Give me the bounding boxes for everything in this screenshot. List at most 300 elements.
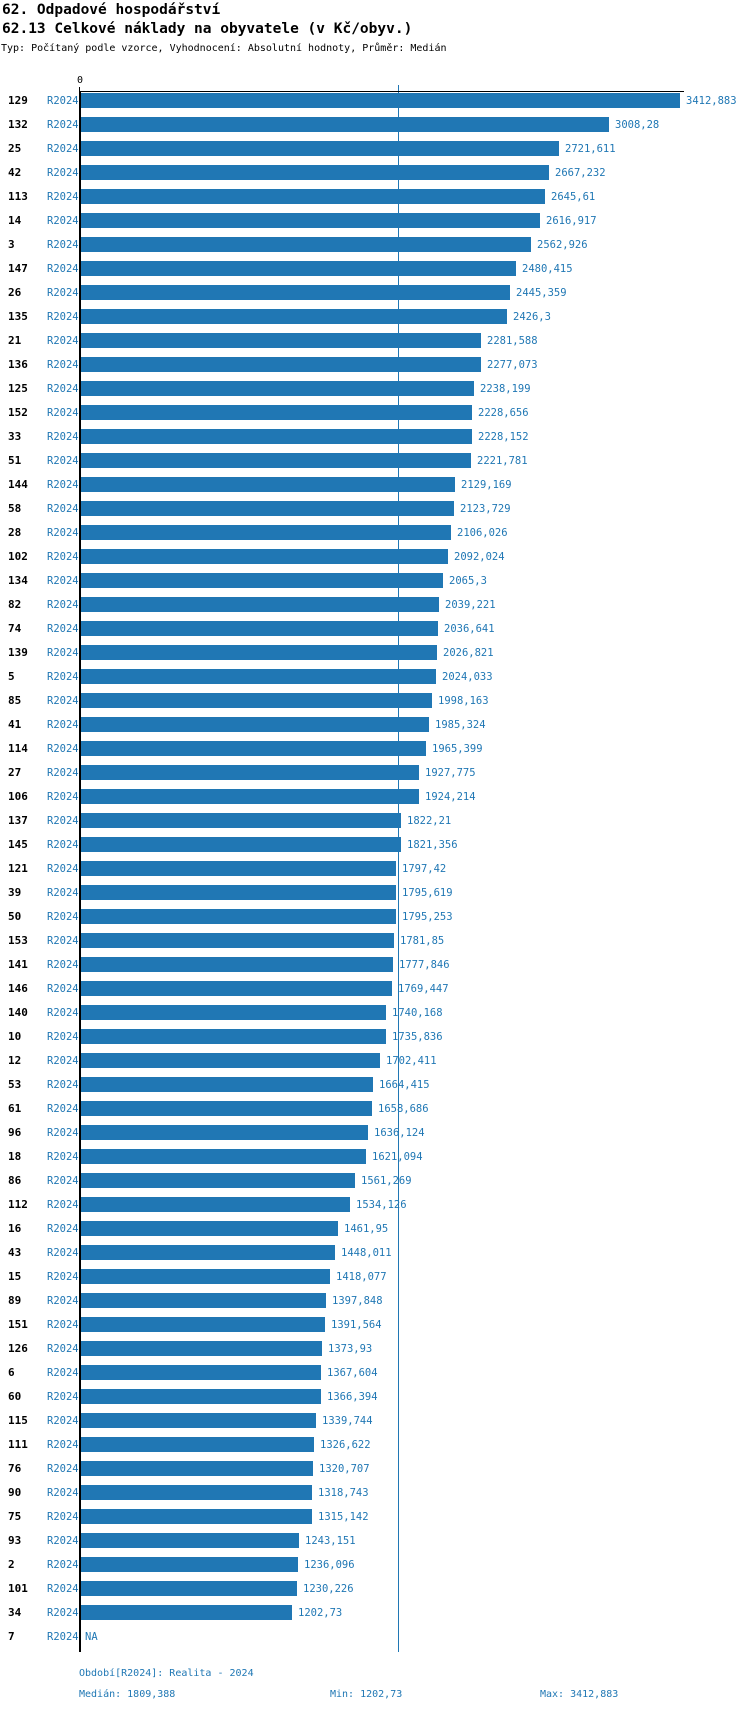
bar[interactable]	[81, 693, 432, 708]
row-series-label[interactable]: R2024	[47, 287, 79, 299]
row-series-label[interactable]: R2024	[47, 455, 79, 467]
bar-value-label: 1822,21	[407, 815, 452, 827]
footer-period-label: Období[R2024]: Realita - 2024	[79, 1668, 254, 1679]
bar[interactable]	[81, 669, 436, 684]
row-id-label: 134	[8, 574, 28, 587]
bar-row	[0, 213, 750, 237]
bar-value-label: 2238,199	[480, 383, 531, 395]
row-series-label[interactable]: R2024	[47, 1367, 79, 1379]
bar-value-label: 2026,821	[443, 647, 494, 659]
row-series-label[interactable]: R2024	[47, 311, 79, 323]
bar-row	[0, 261, 750, 285]
row-series-label[interactable]: R2024	[47, 239, 79, 251]
row-id-label: 74	[8, 622, 22, 635]
row-series-label[interactable]: R2024	[47, 407, 79, 419]
bar[interactable]	[81, 381, 474, 396]
row-series-label[interactable]: R2024	[47, 1511, 79, 1523]
bar-row	[0, 1437, 750, 1461]
bar[interactable]	[81, 1293, 326, 1308]
bar[interactable]	[81, 453, 471, 468]
bar-row	[0, 357, 750, 381]
row-series-label[interactable]: R2024	[47, 863, 79, 875]
bar-row	[0, 405, 750, 429]
bar[interactable]	[81, 597, 439, 612]
bar[interactable]	[81, 165, 549, 180]
chart-title: 62.13 Celkové náklady na obyvatele (v Kč/obyv.)	[2, 21, 413, 37]
row-series-label[interactable]: R2024	[47, 143, 79, 155]
row-series-label[interactable]: R2024	[47, 815, 79, 827]
bar-value-label: 1781,85	[400, 935, 445, 947]
bar[interactable]	[81, 1245, 335, 1260]
bar-value-label: 1795,253	[402, 911, 453, 923]
bar-value-label: 2277,073	[487, 359, 538, 371]
row-series-label[interactable]: R2024	[47, 1151, 79, 1163]
row-id-label: 25	[8, 142, 22, 155]
row-series-label[interactable]: R2024	[47, 1343, 79, 1355]
row-id-label: 151	[8, 1318, 28, 1331]
row-id-label: 61	[8, 1102, 22, 1115]
bar-row	[0, 885, 750, 909]
bar[interactable]	[81, 1221, 338, 1236]
bar-row	[0, 285, 750, 309]
bar[interactable]	[81, 237, 531, 252]
bar[interactable]	[81, 1029, 386, 1044]
row-id-label: 41	[8, 718, 22, 731]
row-series-label[interactable]: R2024	[47, 215, 79, 227]
bar[interactable]	[81, 1317, 325, 1332]
bar-rows-container	[0, 93, 750, 1653]
bar-row	[0, 501, 750, 525]
bar-row	[0, 333, 750, 357]
bar-value-label: 2721,611	[565, 143, 616, 155]
bar-row	[0, 237, 750, 261]
row-id-label: 125	[8, 382, 28, 395]
row-series-label[interactable]: R2024	[47, 1463, 79, 1475]
bar[interactable]	[81, 909, 396, 924]
bar-value-label: 1448,011	[341, 1247, 392, 1259]
row-series-label[interactable]: R2024	[47, 1439, 79, 1451]
bar-row	[0, 1629, 750, 1653]
bar-row	[0, 669, 750, 693]
row-id-label: 132	[8, 118, 28, 131]
row-id-label: 90	[8, 1486, 22, 1499]
row-series-label[interactable]: R2024	[47, 95, 79, 107]
row-id-label: 141	[8, 958, 28, 971]
row-id-label: 129	[8, 94, 28, 107]
bar[interactable]	[81, 1485, 312, 1500]
row-series-label[interactable]: R2024	[47, 959, 79, 971]
bar-value-label: 1561,269	[361, 1175, 412, 1187]
row-series-label[interactable]: R2024	[47, 1415, 79, 1427]
bar[interactable]	[81, 309, 507, 324]
row-series-label[interactable]: R2024	[47, 1079, 79, 1091]
bar-value-label: 1985,324	[435, 719, 486, 731]
bar-row	[0, 1533, 750, 1557]
row-id-label: 2	[8, 1558, 15, 1571]
row-id-label: 121	[8, 862, 28, 875]
bar-value-label: 1397,848	[332, 1295, 383, 1307]
row-id-label: 82	[8, 598, 22, 611]
row-series-label[interactable]: R2024	[47, 335, 79, 347]
row-id-label: 28	[8, 526, 22, 539]
row-series-label[interactable]: R2024	[47, 647, 79, 659]
row-id-label: 76	[8, 1462, 22, 1475]
row-series-label[interactable]: R2024	[47, 1391, 79, 1403]
row-id-label: 137	[8, 814, 28, 827]
bar[interactable]	[81, 1365, 321, 1380]
bar[interactable]	[81, 957, 393, 972]
row-id-label: 26	[8, 286, 22, 299]
bar[interactable]	[81, 1389, 321, 1404]
y-axis-line	[79, 91, 81, 1652]
row-id-label: 126	[8, 1342, 28, 1355]
bar-value-label: 1998,163	[438, 695, 489, 707]
bar[interactable]	[81, 525, 451, 540]
bar-row	[0, 1005, 750, 1029]
row-series-label[interactable]: R2024	[47, 119, 79, 131]
row-id-label: 139	[8, 646, 28, 659]
row-series-label[interactable]: R2024	[47, 767, 79, 779]
bar-value-label: 1769,447	[398, 983, 449, 995]
bar-value-label: 1418,077	[336, 1271, 387, 1283]
row-id-label: 42	[8, 166, 22, 179]
bar[interactable]	[81, 1269, 330, 1284]
bar[interactable]	[81, 1149, 366, 1164]
bar-row	[0, 741, 750, 765]
bar-value-label: 2445,359	[516, 287, 567, 299]
bar[interactable]	[81, 1605, 292, 1620]
bar[interactable]	[81, 1125, 368, 1140]
bar-value-label: 1735,836	[392, 1031, 443, 1043]
footer-max-label: Max: 3412,883	[540, 1689, 619, 1700]
bar[interactable]	[81, 645, 437, 660]
row-series-label[interactable]: R2024	[47, 1607, 79, 1619]
bar-row	[0, 861, 750, 885]
row-series-label[interactable]: R2024	[47, 695, 79, 707]
row-series-label[interactable]: R2024	[47, 551, 79, 563]
bar-row	[0, 429, 750, 453]
bar-row	[0, 1269, 750, 1293]
row-id-label: 113	[8, 190, 28, 203]
bar-row	[0, 1053, 750, 1077]
row-id-label: 147	[8, 262, 28, 275]
bar-row	[0, 621, 750, 645]
bar-value-label: 1320,707	[319, 1463, 370, 1475]
bar-value-label: 1795,619	[402, 887, 453, 899]
row-id-label: 135	[8, 310, 28, 323]
bar-value-label: 2065,3	[449, 575, 487, 587]
bar-row	[0, 765, 750, 789]
row-series-label[interactable]: R2024	[47, 887, 79, 899]
row-series-label[interactable]: R2024	[47, 1487, 79, 1499]
bar[interactable]	[81, 117, 609, 132]
row-series-label[interactable]: R2024	[47, 263, 79, 275]
bar[interactable]	[81, 501, 454, 516]
bar-value-label: 1373,93	[328, 1343, 373, 1355]
bar-row	[0, 1557, 750, 1581]
bar-row	[0, 957, 750, 981]
bar-row	[0, 381, 750, 405]
bar[interactable]	[81, 1533, 299, 1548]
bar[interactable]	[81, 261, 516, 276]
bar-row	[0, 1173, 750, 1197]
bar-value-label: 1326,622	[320, 1439, 371, 1451]
bar-row	[0, 1317, 750, 1341]
bar-row	[0, 693, 750, 717]
bar-row	[0, 1197, 750, 1221]
bar-value-label: 1621,094	[372, 1151, 423, 1163]
row-series-label[interactable]: R2024	[47, 503, 79, 515]
bar-value-label: 2036,641	[444, 623, 495, 635]
bar-value-label: 2123,729	[460, 503, 511, 515]
bar-row	[0, 1029, 750, 1053]
bar-value-label: 1702,411	[386, 1055, 437, 1067]
bar-row	[0, 573, 750, 597]
bar[interactable]	[81, 1173, 355, 1188]
bar[interactable]	[81, 93, 680, 108]
row-id-label: 5	[8, 670, 15, 683]
bar-value-label: 1391,564	[331, 1319, 382, 1331]
median-axis-tick	[398, 85, 399, 91]
bar-value-label: 1740,168	[392, 1007, 443, 1019]
bar-row	[0, 93, 750, 117]
row-series-label[interactable]: R2024	[47, 359, 79, 371]
bar-value-label: 1318,743	[318, 1487, 369, 1499]
bar-value-label: 1664,415	[379, 1079, 430, 1091]
bar-row	[0, 813, 750, 837]
row-series-label[interactable]: R2024	[47, 1295, 79, 1307]
bar-row	[0, 1389, 750, 1413]
bar-row	[0, 789, 750, 813]
row-id-label: 86	[8, 1174, 22, 1187]
bar[interactable]	[81, 477, 455, 492]
x-axis-line	[79, 91, 684, 92]
bar-row	[0, 837, 750, 861]
bar-row	[0, 309, 750, 333]
bar-row	[0, 141, 750, 165]
bar-row	[0, 1245, 750, 1269]
row-id-label: 21	[8, 334, 22, 347]
bar-row	[0, 1461, 750, 1485]
row-series-label[interactable]: R2024	[47, 791, 79, 803]
bar-row	[0, 933, 750, 957]
bar-row	[0, 477, 750, 501]
row-series-label[interactable]: R2024	[47, 1559, 79, 1571]
row-series-label[interactable]: R2024	[47, 983, 79, 995]
row-id-label: 146	[8, 982, 28, 995]
row-series-label[interactable]: R2024	[47, 839, 79, 851]
bar-row	[0, 597, 750, 621]
bar-row	[0, 1581, 750, 1605]
row-id-label: 96	[8, 1126, 22, 1139]
row-series-label[interactable]: R2024	[47, 1247, 79, 1259]
bar[interactable]	[81, 933, 394, 948]
bar[interactable]	[81, 141, 559, 156]
bar[interactable]	[81, 813, 401, 828]
row-id-label: 34	[8, 1606, 22, 1619]
bar[interactable]	[81, 213, 540, 228]
row-id-label: 60	[8, 1390, 22, 1403]
bar-value-label: 1367,604	[327, 1367, 378, 1379]
row-id-label: 111	[8, 1438, 28, 1451]
row-series-label[interactable]: R2024	[47, 1631, 79, 1643]
bar-row	[0, 1365, 750, 1389]
chart-section-title: 62. Odpadové hospodářství	[2, 2, 221, 18]
row-id-label: 75	[8, 1510, 22, 1523]
row-id-label: 153	[8, 934, 28, 947]
bar-row	[0, 117, 750, 141]
bar[interactable]	[81, 885, 396, 900]
bar-row	[0, 165, 750, 189]
row-id-label: 10	[8, 1030, 22, 1043]
bar[interactable]	[81, 357, 481, 372]
row-series-label[interactable]: R2024	[47, 383, 79, 395]
row-series-label[interactable]: R2024	[47, 719, 79, 731]
bar[interactable]	[81, 333, 481, 348]
row-series-label[interactable]: R2024	[47, 743, 79, 755]
bar[interactable]	[81, 717, 429, 732]
row-id-label: 39	[8, 886, 22, 899]
bar[interactable]	[81, 549, 448, 564]
bar-value-label: 1636,124	[374, 1127, 425, 1139]
row-series-label[interactable]: R2024	[47, 1175, 79, 1187]
row-id-label: 58	[8, 502, 22, 515]
bar[interactable]	[81, 981, 392, 996]
bar[interactable]	[81, 1437, 314, 1452]
bar[interactable]	[81, 1557, 298, 1572]
row-id-label: 33	[8, 430, 22, 443]
bar-value-label: 2129,169	[461, 479, 512, 491]
row-series-label[interactable]: R2024	[47, 623, 79, 635]
bar[interactable]	[81, 621, 438, 636]
row-series-label[interactable]: R2024	[47, 167, 79, 179]
bar-value-label: 3008,28	[615, 119, 660, 131]
row-id-label: 89	[8, 1294, 22, 1307]
row-series-label[interactable]: R2024	[47, 1583, 79, 1595]
row-series-label[interactable]: R2024	[47, 671, 79, 683]
row-series-label[interactable]: R2024	[47, 935, 79, 947]
row-series-label[interactable]: R2024	[47, 191, 79, 203]
bar[interactable]	[81, 741, 426, 756]
bar[interactable]	[81, 1101, 372, 1116]
row-series-label[interactable]: R2024	[47, 1031, 79, 1043]
bar-row	[0, 1293, 750, 1317]
bar-value-label: 1797,42	[402, 863, 447, 875]
bar[interactable]	[81, 1077, 373, 1092]
row-id-label: 7	[8, 1630, 15, 1643]
bar-row	[0, 189, 750, 213]
row-id-label: 140	[8, 1006, 28, 1019]
bar-value-label: 1658,686	[378, 1103, 429, 1115]
bar[interactable]	[81, 1509, 312, 1524]
bar-row	[0, 453, 750, 477]
bar[interactable]	[81, 405, 472, 420]
bar-value-label: 2039,221	[445, 599, 496, 611]
bar[interactable]	[81, 429, 472, 444]
bar-value-label: 2616,917	[546, 215, 597, 227]
bar-value-label: 1965,399	[432, 743, 483, 755]
bar[interactable]	[81, 789, 419, 804]
row-series-label[interactable]: R2024	[47, 1319, 79, 1331]
bar[interactable]	[81, 1461, 313, 1476]
row-series-label[interactable]: R2024	[47, 1535, 79, 1547]
bar-value-label: 1315,142	[318, 1511, 369, 1523]
bar-row	[0, 1605, 750, 1629]
bar-value-label: 2645,61	[551, 191, 596, 203]
bar-value-label: 1230,226	[303, 1583, 354, 1595]
row-id-label: 15	[8, 1270, 22, 1283]
row-series-label[interactable]: R2024	[47, 1007, 79, 1019]
bar-row	[0, 1509, 750, 1533]
row-series-label[interactable]: R2024	[47, 1199, 79, 1211]
row-series-label[interactable]: R2024	[47, 1103, 79, 1115]
bar[interactable]	[81, 765, 419, 780]
row-series-label[interactable]: R2024	[47, 911, 79, 923]
bar-value-label: 1821,356	[407, 839, 458, 851]
bar-value-label: 2024,033	[442, 671, 493, 683]
row-id-label: 106	[8, 790, 28, 803]
row-id-label: 53	[8, 1078, 22, 1091]
row-series-label[interactable]: R2024	[47, 599, 79, 611]
bar[interactable]	[81, 285, 510, 300]
bar[interactable]	[81, 1341, 322, 1356]
row-series-label[interactable]: R2024	[47, 575, 79, 587]
bar-row	[0, 717, 750, 741]
bar[interactable]	[81, 1053, 380, 1068]
row-id-label: 50	[8, 910, 22, 923]
row-id-label: 43	[8, 1246, 22, 1259]
bar-row	[0, 1077, 750, 1101]
footer-min-label: Min: 1202,73	[330, 1689, 403, 1700]
bar-value-label: 1461,95	[344, 1223, 389, 1235]
bar[interactable]	[81, 837, 401, 852]
bar[interactable]	[81, 1581, 297, 1596]
row-series-label[interactable]: R2024	[47, 1127, 79, 1139]
bar-value-label: 1927,775	[425, 767, 476, 779]
bar-row	[0, 1101, 750, 1125]
bar-value-label: 1339,744	[322, 1415, 373, 1427]
bar[interactable]	[81, 861, 396, 876]
bar[interactable]	[81, 1197, 350, 1212]
bar[interactable]	[81, 573, 443, 588]
bar-value-label: 2092,024	[454, 551, 505, 563]
bar-value-label: 2228,656	[478, 407, 529, 419]
bar-value-label: 2228,152	[478, 431, 529, 443]
row-series-label[interactable]: R2024	[47, 1271, 79, 1283]
bar-value-label: 1777,846	[399, 959, 450, 971]
row-series-label[interactable]: R2024	[47, 431, 79, 443]
row-id-label: 144	[8, 478, 28, 491]
row-id-label: 112	[8, 1198, 28, 1211]
bar-row	[0, 1221, 750, 1245]
bar-row	[0, 1149, 750, 1173]
x-axis-zero-label: 0	[76, 75, 84, 86]
bar[interactable]	[81, 189, 545, 204]
row-series-label[interactable]: R2024	[47, 479, 79, 491]
row-id-label: 27	[8, 766, 22, 779]
bar-value-label: 2281,588	[487, 335, 538, 347]
row-series-label[interactable]: R2024	[47, 1223, 79, 1235]
row-series-label[interactable]: R2024	[47, 1055, 79, 1067]
bar[interactable]	[81, 1413, 316, 1428]
bar-value-label: 1534,126	[356, 1199, 407, 1211]
bar[interactable]	[81, 1005, 386, 1020]
bar-value-label: 1243,151	[305, 1535, 356, 1547]
row-series-label[interactable]: R2024	[47, 527, 79, 539]
bar-row	[0, 645, 750, 669]
row-id-label: 93	[8, 1534, 22, 1547]
row-id-label: 51	[8, 454, 22, 467]
